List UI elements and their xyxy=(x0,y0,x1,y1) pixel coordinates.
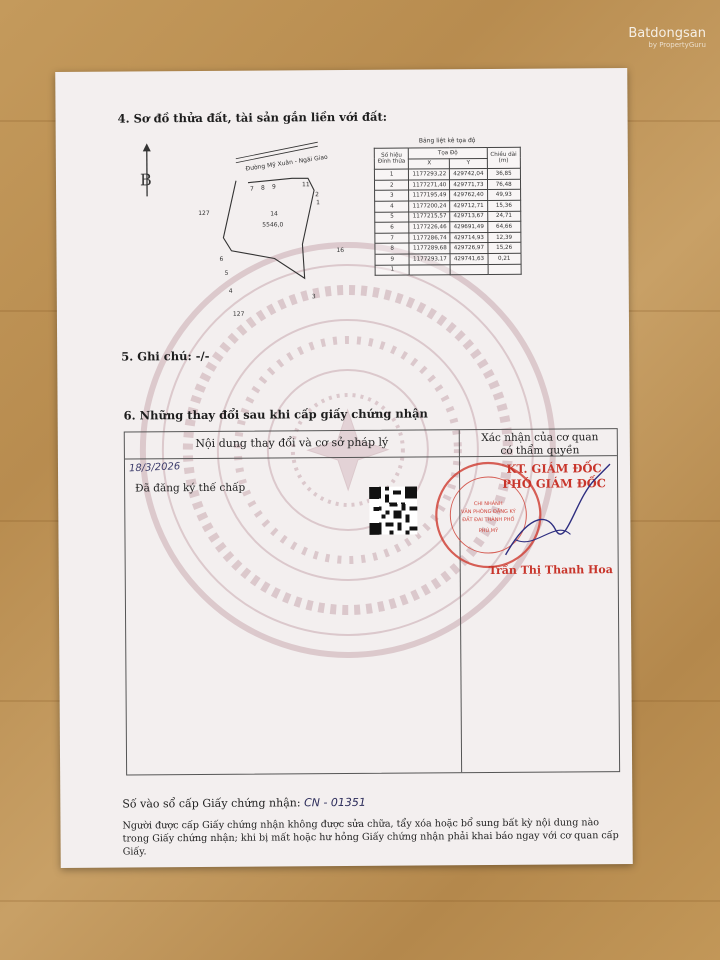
changes-table xyxy=(124,428,620,775)
coord-x: 1177215,57 xyxy=(409,211,450,222)
confirmation-column-header: Xác nhận của cơ quan có thẩm quyền xyxy=(481,431,599,457)
coord-y: 429713,67 xyxy=(450,211,487,222)
coord-length: 49,93 xyxy=(487,190,520,201)
changes-column-header: Nội dung thay đổi và cơ sở pháp lý xyxy=(195,435,389,451)
col-point-header: Số hiệu Đỉnh thửa xyxy=(374,148,409,169)
coord-point: 3 xyxy=(375,190,410,201)
coord-point: 9 xyxy=(375,254,410,265)
col-x-header: X xyxy=(409,158,450,169)
coord-point: 2 xyxy=(374,180,409,191)
registry-number: CN - 01351 xyxy=(303,795,366,810)
coord-length: 36,85 xyxy=(487,168,520,179)
coord-y: 429762,40 xyxy=(450,190,487,201)
parcel-area: 5546,0 xyxy=(262,221,284,229)
coord-y xyxy=(450,264,487,275)
coord-length: 15,36 xyxy=(487,200,520,211)
coordinate-table-title: Bảng liệt kê tọa độ xyxy=(418,137,476,145)
coord-length: 15,26 xyxy=(487,243,520,254)
handwritten-signature xyxy=(495,459,616,570)
coord-length: 0,21 xyxy=(488,253,521,264)
brand-watermark xyxy=(628,26,706,49)
coord-x xyxy=(410,264,451,275)
svg-text:VĂN PHÒNG ĐĂNG KÝ: VĂN PHÒNG ĐĂNG KÝ xyxy=(460,508,516,516)
point-9: 9 xyxy=(272,183,276,191)
coord-y: 429712,71 xyxy=(450,200,487,211)
coord-x: 1177293,17 xyxy=(409,254,450,265)
coord-y: 429691,49 xyxy=(450,222,487,233)
point-1: 1 xyxy=(316,199,320,207)
signer-name: Trần Thị Thanh Hoa xyxy=(488,563,613,577)
approval-title: KT. GIÁM ĐỐC PHÓ GIÁM ĐỐC xyxy=(502,461,606,491)
coord-y: 429714,93 xyxy=(450,232,487,243)
section-4-title: 4. Sơ đồ thửa đất, tài sản gắn liền với đất: xyxy=(117,109,388,126)
col-y-header: Y xyxy=(450,158,487,169)
notice-text: Người được cấp Giấy chứng nhận không được sửa chữa, tẩy xóa hoặc bổ sung bất kỳ nội dung nào trong Giấy chứng nhận; khi bị mất hoặc hư hỏng Giấy chứng nhận phải khai báo ngay với cơ quan cấp Giấy. xyxy=(122,817,619,858)
neighbor-south: 127 xyxy=(232,310,245,318)
coord-point: 7 xyxy=(375,233,410,244)
handwritten-date: 18/3/2026 xyxy=(128,461,181,475)
svg-text:PHÚ MỸ: PHÚ MỸ xyxy=(478,527,499,535)
point-3: 3 xyxy=(311,293,316,301)
svg-text:CHI NHÁNH: CHI NHÁNH xyxy=(473,500,503,508)
coord-point: 1 xyxy=(375,265,410,276)
coord-length: 24,71 xyxy=(487,211,520,222)
registry-label: Số vào sổ cấp Giấy chứng nhận: xyxy=(122,796,301,811)
coordinate-table xyxy=(374,137,522,276)
point-6: 6 xyxy=(219,255,224,263)
parcel-diagram xyxy=(118,140,379,327)
coord-point: 1 xyxy=(374,169,409,180)
coord-y: 429771,73 xyxy=(450,179,487,190)
coord-point: 4 xyxy=(375,201,410,212)
point-4: 4 xyxy=(228,287,233,295)
coord-y: 429742,04 xyxy=(450,169,487,180)
coord-point: 8 xyxy=(375,243,410,254)
coord-y: 429726,97 xyxy=(450,243,487,254)
parcel-number: 14 xyxy=(270,210,278,218)
watermark-sub: by PropertyGuru xyxy=(648,41,706,49)
coord-point: 5 xyxy=(375,212,410,223)
coord-length xyxy=(488,264,521,275)
section-6-title: 6. Những thay đổi sau khi cấp giấy chứng nhận xyxy=(123,406,428,423)
coord-x: 1177286,74 xyxy=(409,233,450,244)
col-coord-header: Tọa Độ xyxy=(409,147,487,158)
certificate-page xyxy=(55,68,633,868)
road-label: Đường Mỹ Xuân - Ngãi Giao xyxy=(245,153,329,173)
coord-row xyxy=(375,264,521,276)
point-5: 5 xyxy=(224,269,229,277)
coord-length: 64,66 xyxy=(487,221,520,232)
coord-length: 12,39 xyxy=(487,232,520,243)
point-2: 2 xyxy=(315,191,319,199)
north-letter: B xyxy=(139,170,152,190)
point-11: 11 xyxy=(301,181,310,189)
watermark-brand: Batdongsan xyxy=(628,26,706,41)
north-arrow-head xyxy=(143,143,151,151)
coord-point: 6 xyxy=(375,222,410,233)
qr-code xyxy=(369,486,417,534)
coord-x: 1177226,46 xyxy=(409,222,450,233)
registry-line xyxy=(122,796,366,811)
col-length-header: Chiều dài (m) xyxy=(487,147,520,168)
mortgage-note: Đã đăng ký thế chấp xyxy=(135,481,246,495)
coord-x: 1177195,49 xyxy=(409,190,450,201)
point-7: 7 xyxy=(250,185,254,193)
neighbor-east: 16 xyxy=(336,246,345,255)
coord-x: 1177200,24 xyxy=(409,201,450,212)
point-8: 8 xyxy=(261,184,265,192)
coord-length: 76,48 xyxy=(487,179,520,190)
neighbor-west: 127 xyxy=(198,209,210,218)
svg-text:ĐẤT ĐAI THÀNH PHỐ: ĐẤT ĐAI THÀNH PHỐ xyxy=(462,516,515,524)
section-5-title: 5. Ghi chú: -/- xyxy=(121,348,210,364)
coord-x: 1177289,68 xyxy=(409,243,450,254)
coord-y: 429741,63 xyxy=(450,253,487,264)
coord-x: 1177293,22 xyxy=(409,169,450,180)
coord-x: 1177271,40 xyxy=(409,180,450,191)
